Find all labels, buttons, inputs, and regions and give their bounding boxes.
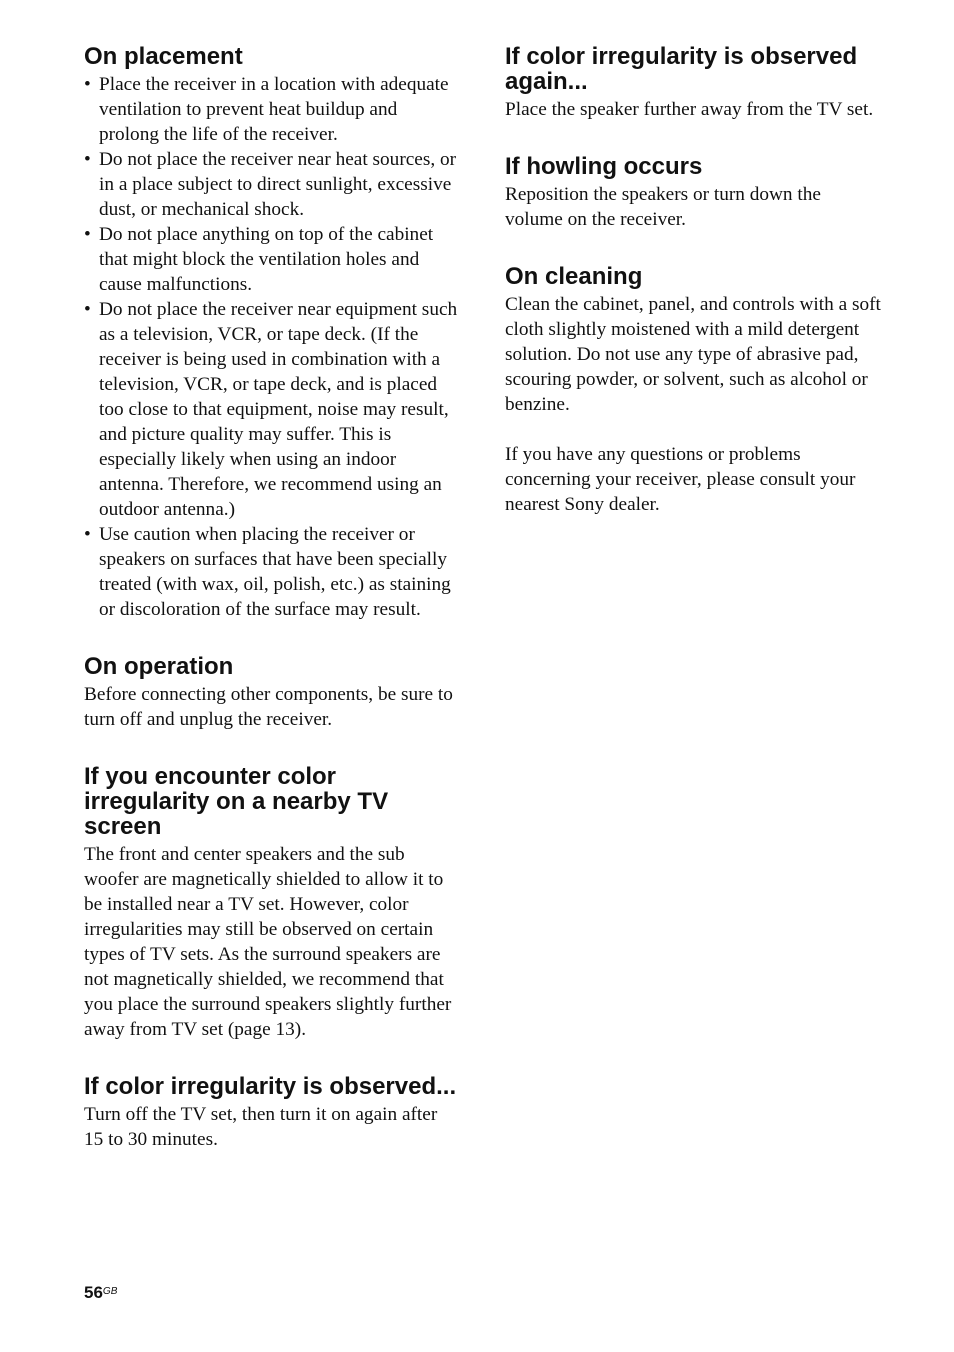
cleaning-body: Clean the cabinet, panel, and controls with a soft cloth slightly moistened with a mild detergent solution. Do not use any type of abrasive pad, scouring powder, or solvent, such as alcohol or benzine. bbox=[505, 294, 881, 415]
region-code: GB bbox=[102, 1286, 118, 1297]
color-irregularity-body: The front and center speakers and the sub woofer are magnetically shielded to allow it to be installed near a TV set. However, color irregularities may still be observed on certain types of TV sets. As the surround speakers are not magnetically shielded, we recommend that you place the surround speakers slightly further away from TV set (page 13). bbox=[84, 844, 452, 1040]
paragraph-gap bbox=[505, 417, 883, 442]
bullet-icon: • bbox=[84, 224, 91, 245]
section-placement bbox=[84, 44, 460, 622]
howling-heading: If howling occurs bbox=[505, 153, 703, 180]
color-irregularity-heading: If you encounter color irregularity on a nearby TV screen bbox=[84, 763, 389, 840]
howling-body: Reposition the speakers or turn down the volume on the receiver. bbox=[505, 184, 821, 230]
color-observed-body: Turn off the TV set, then turn it on again after 15 to 30 minutes. bbox=[84, 1104, 438, 1150]
bullet-icon: • bbox=[84, 299, 91, 320]
right-column bbox=[505, 44, 883, 549]
list-item-text: Do not place anything on top of the cabinet that might block the ventilation holes and cause malfunctions. bbox=[99, 224, 434, 295]
list-item bbox=[84, 297, 460, 522]
bullet-icon: • bbox=[84, 524, 91, 545]
operation-body: Before connecting other components, be sure to turn off and unplug the receiver. bbox=[84, 684, 453, 730]
list-item-text: Use caution when placing the receiver or speakers on surfaces that have been specially treated (with wax, oil, polish, etc.) as staining or discoloration of the surface may result. bbox=[99, 524, 451, 620]
operation-heading: On operation bbox=[84, 653, 234, 680]
placement-heading: On placement bbox=[84, 43, 243, 70]
section-cleaning bbox=[505, 264, 883, 517]
dealer-note: If you have any questions or problems concerning your receiver, please consult your nearest Sony dealer. bbox=[505, 444, 856, 515]
bullet-icon: • bbox=[84, 74, 91, 95]
cleaning-heading: On cleaning bbox=[505, 263, 643, 290]
list-item-text: Do not place the receiver near heat sources, or in a place subject to direct sunlight, excessive dust, or mechanical shock. bbox=[99, 149, 457, 220]
section-operation bbox=[84, 654, 460, 732]
page-number-value: 56 bbox=[84, 1283, 103, 1302]
list-item-text: Place the receiver in a location with adequate ventilation to prevent heat buildup and prolong the life of the receiver. bbox=[99, 74, 449, 145]
color-again-body: Place the speaker further away from the TV set. bbox=[505, 99, 874, 120]
list-item-text: Do not place the receiver near equipment such as a television, VCR, or tape deck. (If the receiver is being used in combination with a television, VCR, or tape deck, and is placed too close to that equipment, noise may result, and picture quality may suffer. This is especially likely when using an indoor antenna. Therefore, we recommend using an outdoor antenna.) bbox=[99, 299, 458, 520]
color-again-heading: If color irregularity is observed again... bbox=[505, 43, 858, 95]
section-howling bbox=[505, 154, 883, 232]
list-item bbox=[84, 147, 460, 222]
list-item bbox=[84, 72, 460, 147]
list-item bbox=[84, 222, 460, 297]
section-color-irregularity bbox=[84, 764, 460, 1042]
list-item bbox=[84, 522, 460, 622]
color-observed-heading: If color irregularity is observed... bbox=[84, 1073, 457, 1100]
section-color-again bbox=[505, 44, 883, 122]
left-column bbox=[84, 44, 460, 1184]
bullet-icon: • bbox=[84, 149, 91, 170]
section-color-observed bbox=[84, 1074, 460, 1152]
page-number bbox=[84, 1283, 117, 1303]
placement-list bbox=[84, 72, 460, 622]
